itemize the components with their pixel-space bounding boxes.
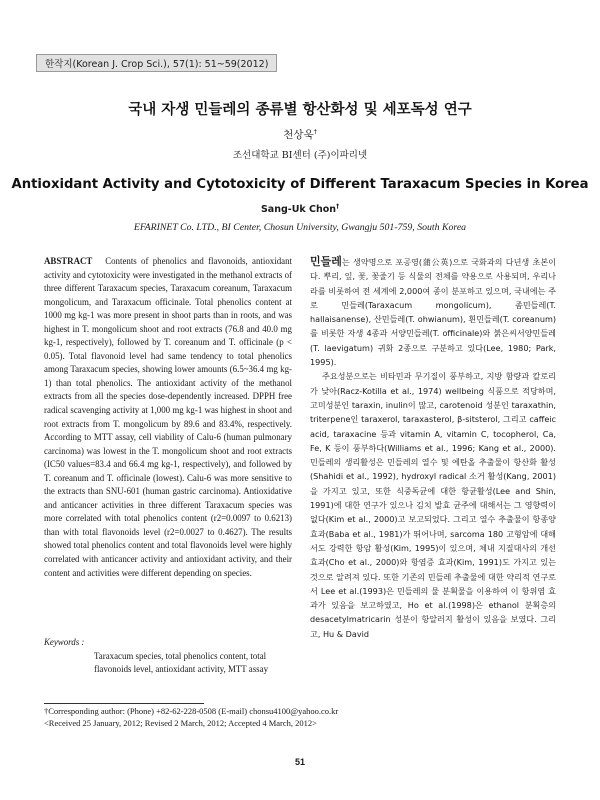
korean-author-name: 천상욱 bbox=[283, 129, 314, 141]
keywords-section bbox=[44, 636, 292, 677]
footnote-dates: <Received 25 January, 2012; Revised 2 March, 2012; Accepted 4 March, 2012> bbox=[44, 718, 317, 728]
intro-paragraph-1 bbox=[310, 255, 556, 369]
introduction-section bbox=[310, 255, 556, 641]
english-affiliation: EFARINET Co. LTD., BI Center, Chosun University, Gwangju 501-759, South Korea bbox=[133, 222, 467, 233]
korean-affiliation: 조선대학교 BI센터 (주)이파리넷 bbox=[232, 150, 368, 161]
intro-lead-word: 민들레 bbox=[310, 255, 342, 268]
footnote-divider bbox=[44, 703, 204, 704]
page-number: 51 bbox=[294, 757, 305, 767]
footnote-contact: †Corresponding author: (Phone) +82-62-228-0508 (E-mail) chonsu4100@yahoo.co.kr bbox=[44, 706, 339, 716]
abstract-label: ABSTRACT bbox=[44, 256, 93, 266]
korean-author bbox=[0, 127, 600, 142]
korean-author-mark: † bbox=[313, 128, 317, 136]
english-author-name: Sang-Uk Chon bbox=[260, 204, 337, 216]
keywords-label: Keywords : bbox=[44, 637, 85, 647]
abstract-section bbox=[44, 255, 292, 580]
intro-paragraph-2: 주요성분으로는 비타민과 무기질이 풍부하고, 지방 함량과 칼로리가 낮아(Racz-Kotilla et al., 1974) wellbeing 식품으로 적당하며, 고미성분인 taraxin, inulin이 많고, carotenoid 성분인 taraxathin, triterpene인 taraxerol, taraxasterol, β-sitsterol, 그리고 caffeic acid, taraxacine 등과 vitamin A, vitamin C, tocopherol, Ca, Fe, K 등이 풍부하다(Williams et al., 1996; Kang et al., 2000). 민들레의 생리활성은 민들레의 열수 및 에탄올 추출물이 항산화 활성(Shahidi et al., 1992), hydroxyl radical 소거 활성(Kang, 2001)을 가지고 있고, 또한 식중독균에 대한 항균활성(Lee and Shin, 1991)에 대한 연구가 있으나 김치 발효 균주에 대해서는 그 영향력이 없다(Kim et al., 2000)고 보고되었다. 그리고 열수 추출물이 항종양 효과(Baba et al., 1981)가 뛰어나며, sarcoma 180 고형암에 대해서도 강력한 항암 활성(Kim, 1995)이 있으며, 체내 지질대사의 개선효과(Cho et al., 2000)와 항염증 효과(Kim, 1991)도 가지고 있는 것으로 알려져 있다. 또한 기존의 민들레 추출물에 대한 약리적 연구로서 Lee et al.(1993)은 민들레의 물 분획물을 이용하여 이 항위염 효과가 있음을 보고하였고, Ho et al.(1998)은 ethanol 분획층의 desacetylmatricarin 성분이 항알러지 활성이 있음을 보였다. 그리고, Hu & David bbox=[310, 371, 556, 639]
english-author bbox=[0, 203, 600, 215]
keywords-text: Taraxacum species, total phenolics content, total flavonoids level, antioxidant activity, MTT assay bbox=[94, 650, 269, 675]
journal-header: 한작지(Korean J. Crop Sci.), 57(1): 51~59(2012) bbox=[36, 54, 277, 72]
english-title: Antioxidant Activity and Cytotoxicity of Different Taraxacum Species in Korea bbox=[11, 177, 589, 192]
english-author-mark: † bbox=[336, 203, 340, 210]
intro-paragraph-1-text: 는 생약명으로 포공영(蒲公英)으로 국화과의 다년생 초본이다. 뿌리, 잎, 꽃, 꽃줄기 등 식물의 전체를 약용으로 사용되며, 우리나라를 비롯하여 전 세계에 2,000여 종이 분포하고 있으며, 국내에는 주로 민들레(Taraxacum mongolicum), 좀민들레(T. hallaisanense), 산민들레(T. ohwianum), 흰민들레(T. coreanum)를 비롯한 자생 4종과 서양민들레(T. officinale)와 붉은씨서양민들레(T. laevigatum) 귀화 2종으로 구분하고 있다(Lee, 1980; Park, 1995). bbox=[310, 257, 556, 368]
abstract-text: Contents of phenolics and flavonoids, antioxidant activity and cytotoxicity were investigated in the methanol extracts of three different Taraxacum species, Taraxacum coreanum, Taraxacum mongolicum, and Taraxacum officinale. Total phenolics content at 1000 mg kg-1 was more present in shoot parts than in roots, and was highest in T. mongolicum shoot and root extracts (76.8 and 40.0 mg kg-1, respectively), followed by T. coreanum and T. officinale (p < 0.05). Total flavonoid level had same tendency to total phenolics among Taraxacum species, showing lower amounts (6.5~36.4 mg kg-1) than total phenolics. The antioxidant activity of the methanol extracts from all the species dose-dependently increased. DPPH free radical scavenging activity at 1,000 mg kg-1 was highest in shoot and root extracts from T. mongolicum by 89.6 and 83.4%, respectively. According to MTT assay, cell viability of Calu-6 (human pulmonary carcinoma) was lowest in the T. mongolicum shoot and root extracts (IC50 values=83.4 and 66.4 mg kg-1, respectively), and followed by T. coreanum and T. officinale (lowest). Calu-6 was more sensitive to the extracts than SNU-601 (human gastric carcinoma). Antioxidative and anticancer activities in three different Taraxacum species was more correlated with total phenolics content (r2=0.0097 to 0.6213) than with total flavonoids level (r2=0.0027 to 0.4627). The results showed total phenolics content and total flavonoids level were highly correlated with anticancer activity and antioxidant activity, and their content and activities were different depending on species. bbox=[44, 256, 292, 578]
korean-title: 국내 자생 민들레의 종류별 항산화성 및 세포독성 연구 bbox=[128, 102, 472, 118]
